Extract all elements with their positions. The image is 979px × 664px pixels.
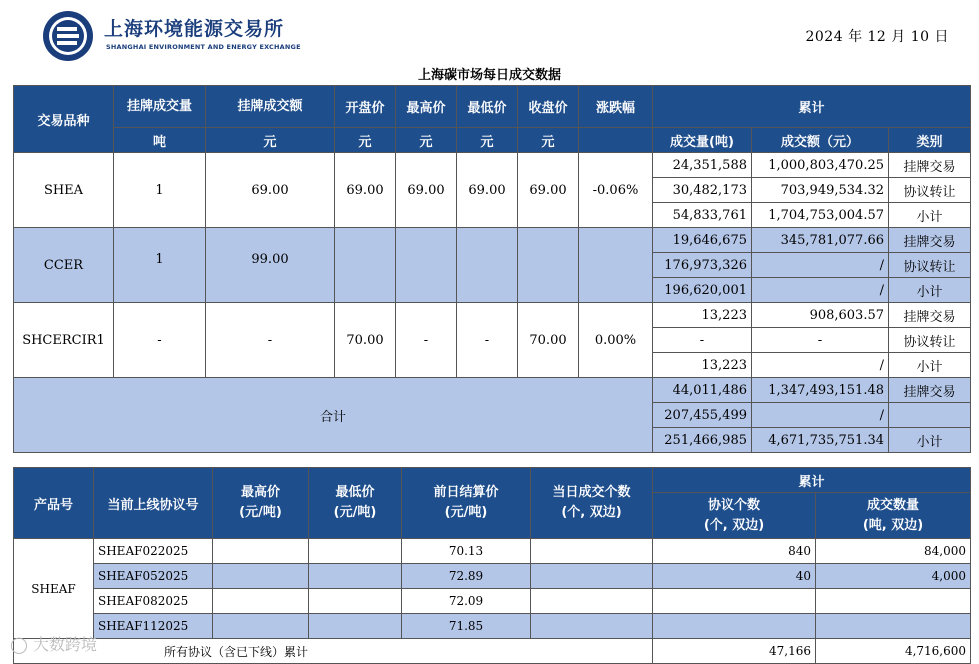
col-cum-volume: 成交量(吨) [653,128,752,153]
category: 小计 [889,278,971,303]
low-price [309,614,402,639]
daily-count [531,589,653,614]
total-amount: / [752,403,889,428]
settle-price: 72.09 [402,589,531,614]
change-pct: -0.06% [579,153,653,228]
col-quantity-label: 成交数量 [867,497,920,513]
agreements [653,614,816,639]
contract-id: SHEAF052025 [94,564,213,589]
col-quantity-unit: (吨, 双边) [862,517,924,533]
watermark-text: 大数跨境 [33,635,98,654]
total-volume: 207,455,499 [653,403,752,428]
unit-yuan: 元 [518,128,579,153]
col-contract: 当前上线协议号 [94,468,213,539]
unit-yuan: 元 [396,128,457,153]
table-row [14,303,971,328]
high-price [213,564,309,589]
unit-yuan: 元 [206,128,335,153]
product-name: CCER [14,228,114,303]
cum-amount: / [752,278,889,303]
cum-amount: 908,603.57 [752,303,889,328]
unit-blank [579,128,653,153]
report-subtitle: 上海碳市场每日成交数据 [417,68,561,83]
cum-volume: 24,351,588 [653,153,752,178]
low-price [309,539,402,564]
forward-contract-table [13,467,971,664]
daily-count [531,614,653,639]
quantity: 84,000 [816,539,971,564]
cum-amount: 703,949,534.32 [752,178,889,203]
col-low: 最低价 [457,86,518,128]
table-row [14,378,971,403]
product-name: SHEA [14,153,114,228]
col-agreements-unit: (个, 双边) [703,517,765,533]
col-product: 交易品种 [14,86,114,153]
col-close: 收盘价 [518,86,579,128]
low-price [457,228,518,303]
cum-amount: 1,000,803,470.25 [752,153,889,178]
open-price: 69.00 [335,153,396,228]
agreements: 40 [653,564,816,589]
page-header [0,0,979,62]
category [889,403,971,428]
daily-count [531,564,653,589]
category: 挂牌交易 [889,153,971,178]
table-row [14,614,971,639]
settle-price: 70.13 [402,539,531,564]
col-agreements-label: 协议个数 [707,497,760,513]
col-agreements [653,493,816,539]
daily-trading-table [13,85,971,453]
quantity [816,614,971,639]
col-listed-amount: 挂牌成交额 [206,86,335,128]
low-price [309,589,402,614]
category: 小计 [889,203,971,228]
close-price: 69.00 [518,153,579,228]
total-amount: 4,671,735,751.34 [752,428,889,453]
category: 小计 [889,428,971,453]
low-price: 69.00 [457,153,518,228]
listed-amount: - [206,303,335,378]
table-row [14,228,971,253]
col-category: 类别 [889,128,971,153]
daily-count [531,539,653,564]
cum-volume: 13,223 [653,353,752,378]
settle-price: 72.89 [402,564,531,589]
category: 小计 [889,353,971,378]
table-row [14,589,971,614]
exchange-logo-icon [42,10,94,62]
col-low [309,468,402,539]
agreements: 840 [653,539,816,564]
col-cumulative: 累计 [653,86,971,128]
table-row [14,639,971,664]
cum-volume: 30,482,173 [653,178,752,203]
contract-id: SHEAF082025 [94,589,213,614]
category: 挂牌交易 [889,303,971,328]
col-daily-count [531,468,653,539]
col-high-label: 最高价 [240,485,280,500]
high-price [213,614,309,639]
col-low-label: 最低价 [335,485,375,500]
report-date: 2024 年 12 月 10 日 [805,29,949,45]
total-label: 所有协议（含已下线）累计 [14,639,653,664]
total-label: 合计 [14,378,653,453]
col-settle-unit: (元/吨) [444,505,488,520]
product-name: SHCERCIR1 [14,303,114,378]
total-volume: 251,466,985 [653,428,752,453]
total-volume: 44,011,486 [653,378,752,403]
cum-volume: 196,620,001 [653,278,752,303]
table-row [14,539,971,564]
col-high-unit: (元/吨) [239,505,282,520]
listed-amount: 99.00 [206,228,335,303]
col-open: 开盘价 [335,86,396,128]
col-daily-count-unit: (个, 双边) [561,505,622,520]
settle-price: 71.85 [402,614,531,639]
close-price [518,228,579,303]
category: 协议转让 [889,328,971,353]
open-price: 70.00 [335,303,396,378]
col-daily-count-label: 当日成交个数 [552,485,631,500]
low-price [309,564,402,589]
col-quantity [816,493,971,539]
high-price [213,539,309,564]
cum-volume: 176,973,326 [653,253,752,278]
contract-id: SHEAF112025 [94,614,213,639]
cum-volume: 13,223 [653,303,752,328]
unit-ton: 吨 [114,128,206,153]
change-pct [579,228,653,303]
quantity: 4,000 [816,564,971,589]
total-quantity: 4,716,600 [816,639,971,664]
org-name-cn: 上海环境能源交易所 [104,18,285,40]
col-cumulative: 累计 [653,468,971,493]
contract-id: SHEAF022025 [94,539,213,564]
table-row [14,153,971,178]
low-price: - [457,303,518,378]
listed-volume: - [114,303,206,378]
col-settle-label: 前日结算价 [433,485,499,500]
col-high [213,468,309,539]
col-product-code: 产品号 [14,468,94,539]
cum-amount: - [752,328,889,353]
cum-amount: / [752,353,889,378]
cum-volume: 54,833,761 [653,203,752,228]
col-cum-amount: 成交额（元） [752,128,889,153]
listed-volume: 1 [114,228,206,303]
high-price: 69.00 [396,153,457,228]
total-agreements: 47,166 [653,639,816,664]
agreements [653,589,816,614]
col-change: 涨跌幅 [579,86,653,128]
unit-yuan: 元 [335,128,396,153]
high-price: - [396,303,457,378]
cum-amount: / [752,253,889,278]
high-price [213,589,309,614]
unit-yuan: 元 [457,128,518,153]
org-name-en: SHANGHAI ENVIRONMENT AND ENERGY EXCHANGE [106,43,301,51]
watermark-icon: ◯ [10,635,28,654]
col-low-unit: (元/吨) [333,505,377,520]
listed-volume: 1 [114,153,206,228]
col-settle [402,468,531,539]
col-high: 最高价 [396,86,457,128]
open-price [335,228,396,303]
watermark [10,632,97,655]
col-listed-volume: 挂牌成交量 [114,86,206,128]
table-row [14,564,971,589]
cum-volume: - [653,328,752,353]
high-price [396,228,457,303]
listed-amount: 69.00 [206,153,335,228]
close-price: 70.00 [518,303,579,378]
category: 挂牌交易 [889,378,971,403]
total-amount: 1,347,493,151.48 [752,378,889,403]
cum-amount: 345,781,077.66 [752,228,889,253]
category: 协议转让 [889,253,971,278]
category: 挂牌交易 [889,228,971,253]
change-pct: 0.00% [579,303,653,378]
quantity [816,589,971,614]
cum-amount: 1,704,753,004.57 [752,203,889,228]
category: 协议转让 [889,178,971,203]
product-code: SHEAF [14,539,94,639]
cum-volume: 19,646,675 [653,228,752,253]
